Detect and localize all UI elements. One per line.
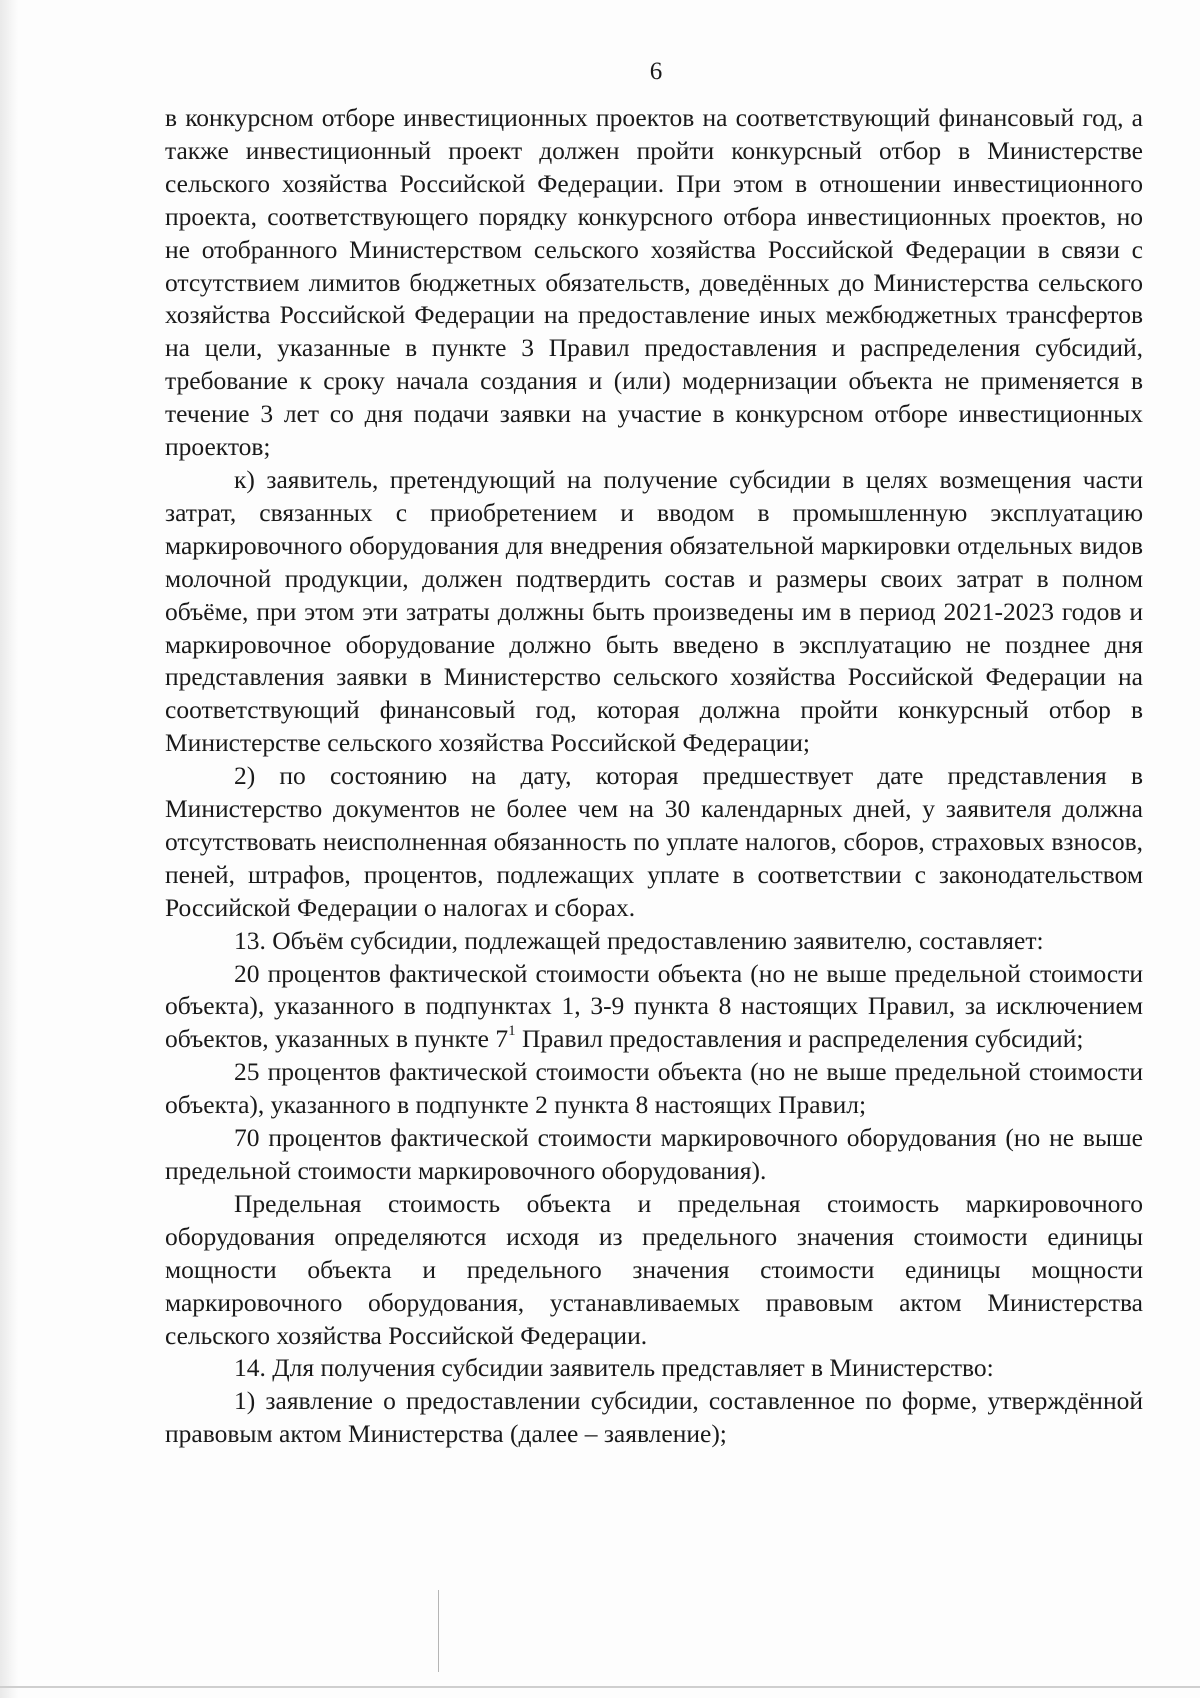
paragraph-item-2: 2) по состоянию на дату, которая предшествует дате представления в Министерство документов не более чем на 30 календарных дней, у заявителя должна отсутствовать неисполненная обязанность по уплате налогов, сборов, страховых взносов, пеней, штрафов, процентов, подлежащих уплате в соответствии с законодательством Российской Федерации о налогах и сборах. [165,761,1143,922]
paragraph-20-percent-text: 20 процентов фактической стоимости объекта (но не выше предельной стоимости объекта), указанного в подпунктах 1, 3-9 пункта 8 настоящих Правил, за исключением объектов, указанных в пункте 7 [165,958,1143,1054]
paragraph-section-13: 13. Объём субсидии, подлежащей предоставлению заявителю, составляет: [234,925,1044,955]
paragraph-25-percent: 25 процентов фактической стоимости объекта (но не выше предельной стоимости объекта), указанного в подпункте 2 пункта 8 настоящих Правил; [165,1057,1143,1120]
scan-edge-left [0,0,18,1698]
paragraph-item-k: к) заявитель, претендующий на получение субсидии в целях возмещения части затрат, связанных с приобретением и вводом в промышленную эксплуатацию маркировочного оборудования для внедрения обязательной маркировки отдельных видов молочной продукции, должен подтвердить состав и размеры своих затрат в полном объёме, при этом эти затраты должны быть произведены им в период 2021-2023 годов и маркировочное оборудование должно быть введено в эксплуатацию не позднее дня представления заявки в Министерство сельского хозяйства Российской Федерации на соответствующий финансовый год, которая должна пройти конкурсный отбор в Министерстве сельского хозяйства Российской Федерации; [165,464,1143,758]
scan-fold-mark [438,1590,439,1672]
paragraph-continuation: в конкурсном отборе инвестиционных проектов на соответствующий финансовый год, а также инвестиционный проект должен пройти конкурсный отбор в Министерстве сельского хозяйства Российской Федерации. При этом в отношении инвестиционного проекта, соответствующего порядку конкурсного отбора инвестиционных проектов, но не отобранного Министерством сельского хозяйства Российской Федерации в связи с отсутствием лимитов бюджетных обязательств, доведённых до Министерства сельского хозяйства Российской Федерации на предоставление иных межбюджетных трансфертов на цели, указанные в пункте 3 Правил предоставления и распределения субсидий, требование к сроку начала создания и (или) модернизации объекта не применяется в течение 3 лет со дня подачи заявки на участие в конкурсном отборе инвестиционных проектов; [165,103,1143,462]
paragraph-application: 1) заявление о предоставлении субсидии, составленное по форме, утверждённой правовым актом Министерства (далее – заявление); [165,1386,1143,1449]
superscript-footnote: 1 [508,1023,516,1040]
document-body [165,102,1143,1451]
scan-edge-bottom [0,1686,1200,1688]
paragraph-section-14: 14. Для получения субсидии заявитель представляет в Министерство: [234,1353,994,1383]
paragraph-20-percent [165,958,1143,1057]
paragraph-70-percent: 70 процентов фактической стоимости маркировочного оборудования (но не выше предельной стоимости маркировочного оборудования). [165,1123,1143,1185]
paragraph-max-cost: Предельная стоимость объекта и предельная стоимость маркировочного оборудования определяются исходя из предельного значения стоимости единицы мощности объекта и предельного значения стоимости единицы мощности маркировочного оборудования, устанавливаемых правовым актом Министерства сельского хозяйства Российской Федерации. [165,1188,1143,1350]
page-number: 6 [649,58,663,85]
paragraph-20-percent-tail: Правил предоставления и распределения субсидий; [515,1024,1084,1054]
